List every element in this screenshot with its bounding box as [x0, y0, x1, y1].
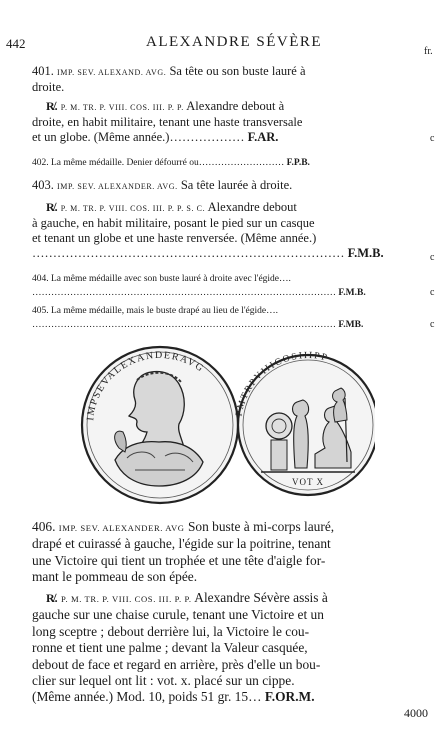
- legend: IMP. SEV. ALEXAND. AVG.: [57, 68, 167, 77]
- collection: F.P.B.: [286, 158, 310, 168]
- coin-reverse-exergue: VOT X: [291, 477, 325, 487]
- entry-402: 402. La même médaille. Denier défourré ou……………………… F.P.B.: [32, 158, 310, 168]
- margin-mark: c: [430, 287, 435, 298]
- reverse-mark: R̸.: [46, 99, 58, 113]
- coin-illustration: [75, 340, 375, 510]
- page-number: 442: [6, 36, 26, 51]
- reverse-mark: R̸.: [46, 200, 58, 214]
- entry-403-obverse: 403. IMP. SEV. ALEXANDER. AVG. Sa tête laurée à droite.: [32, 178, 293, 192]
- coin-obverse: [82, 347, 238, 503]
- entry-403-reverse: R̸. P. M. TR. P. VIII. COS. III. P. P. S. C. Alexandre debout à gauche, en habit militaire, posant le pied sur un casque et tenant un globe et une haste renversée. (Même année.) ………………………………………………………………… F.M.B.: [32, 200, 384, 260]
- collection: F.M.B.: [347, 246, 384, 260]
- entry-406-reverse: R̸. P. M. TR. P. VIII. COS. III. P. P. Alexandre Sévère assis à gauche sur une chaise curule, tenant une Victoire et un long sceptre ; debout derrière lui, la Victoire le cou- ronne et tient une palme ; devant la Valeur casquée, debout de face et regard en arrière, près d'elle un bou- clier sur lequel ont lit : vot. x. placé sur un cippe. (Même année.) Mod. 10, poids 51 gr. 15… F.OR.M.: [32, 590, 328, 705]
- legend: IMP. SEV. ALEXANDER. AVG: [58, 523, 185, 533]
- legend: P. M. TR. P. VIII. COS. III. P. P.: [61, 594, 192, 604]
- coin-reverse: [235, 351, 375, 495]
- margin-mark: c: [430, 319, 435, 330]
- legend: IMP. SEV. ALEXANDER. AVG.: [57, 182, 178, 191]
- running-title: ALEXANDRE SÉVÈRE: [146, 34, 323, 50]
- entry-401-obverse: 401. IMP. SEV. ALEXAND. AVG. Sa tête ou son buste lauré à droite.: [32, 64, 306, 94]
- collection: F.M.B.: [338, 288, 366, 298]
- collection: F.AR.: [247, 130, 279, 144]
- collection: F.MB.: [338, 320, 364, 330]
- collection: F.OR.M.: [264, 689, 315, 705]
- entry-406-obverse: 406. IMP. SEV. ALEXANDER. AVG Son buste à mi-corps lauré, drapé et cuirassé à gauche, l'égide sur la poitrine, tenant une Victoire qui tient un trophée et une tête d'aigle for- mant le pommeau de son épée.: [32, 519, 335, 585]
- margin-mark: c: [430, 133, 435, 144]
- reverse-mark: R̸.: [46, 591, 58, 605]
- entry-401-reverse: R̸. P. M. TR. P. VIII. COS. III. P. P. Alexandre debout à droite, en habit militaire, tenant une haste transversale et un globe. (Même année.)……………… F.AR.: [32, 99, 303, 144]
- legend: P. M. TR. P. VIII. COS. III. P. P. S. C.: [60, 204, 206, 213]
- coin-reverse-legend: PMTRPVIIICOSIIIPP: [234, 350, 330, 418]
- entry-405: 405. La même médaille, mais le buste drapé au lieu de l'égide…. …………………………………………………………………………………… F.MB.: [32, 306, 364, 330]
- entry-404: 404. La même médaille avec son buste lauré à droite avec l'égide…. …………………………………………………………………………………… F.M.B.: [32, 274, 366, 298]
- margin-mark: c: [430, 252, 435, 263]
- legend: P. M. TR. P. VIII. COS. III. P. P.: [60, 103, 184, 112]
- right-margin-note: fr.: [424, 46, 433, 57]
- rarity-value: 4000: [404, 706, 428, 720]
- coin-obverse-legend: IMPSEVALEXANDERAVG: [85, 349, 207, 422]
